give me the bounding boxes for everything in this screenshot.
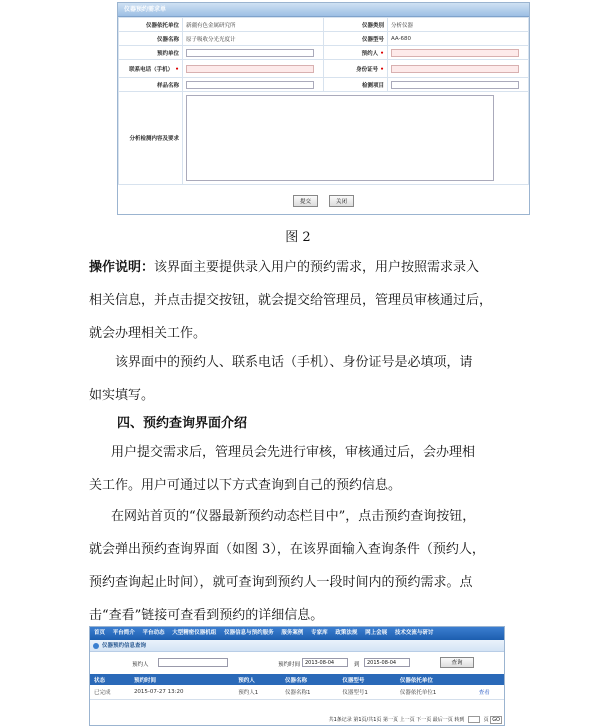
instrument-name-label: 仪器名称	[119, 32, 183, 46]
person-label: 预约人	[361, 50, 379, 57]
category-value: 分析仪器	[388, 18, 529, 32]
col-owner: 仪器依托单位	[396, 674, 475, 685]
paragraph-required	[89, 346, 519, 412]
pager-text: 共1条记录 第1页/共1页 第一页 上一页 下一页 最后一页 转到	[328, 717, 465, 723]
nav-item[interactable]: 平台简介	[112, 630, 135, 636]
category-label: 仪器类别	[324, 18, 388, 32]
close-button[interactable]: 关闭	[329, 195, 354, 207]
person-label: 预约人	[132, 662, 149, 668]
text-line: 在网站首页的“仪器最新预约动态栏目中”，点击预约查询按钮，	[111, 509, 476, 524]
nav-item[interactable]: 首页	[94, 630, 106, 636]
cell-person: 预约人1	[234, 685, 281, 699]
table-row	[90, 685, 504, 699]
cell-status: 已完成	[90, 685, 130, 699]
person-input[interactable]	[158, 658, 228, 667]
reservation-form-screenshot	[117, 2, 530, 215]
person-input[interactable]	[391, 49, 519, 57]
text-line: 预约查询起止时间），就可查询到预约人一段时间内的预约需求。点	[89, 575, 473, 590]
nav-item[interactable]: 仪器信息与预约服务	[224, 630, 274, 636]
query-bar	[90, 652, 504, 674]
figure-caption: 图 2	[285, 230, 311, 245]
unit-input[interactable]	[186, 49, 314, 57]
reservation-form-table	[118, 17, 529, 185]
id-label: 身份证号	[356, 66, 379, 73]
model-value: AA-680	[388, 32, 529, 46]
to-label: 到	[354, 662, 360, 668]
phone-label: 联系电话（手机）	[129, 66, 174, 73]
page-input[interactable]	[468, 716, 480, 723]
col-model: 仪器型号	[338, 674, 395, 685]
required-star: •	[380, 49, 384, 57]
section-heading: 四、预约查询界面介绍	[117, 416, 248, 431]
text-line: 关工作。用户可通过以下方式查询到自己的预约信息。	[89, 478, 402, 493]
cell-name: 仪器名称1	[281, 685, 338, 699]
unit-label: 预约单位	[119, 46, 183, 60]
owner-value: 新疆有色金属研究所	[183, 18, 324, 32]
time-label: 预约时间	[278, 662, 301, 668]
col-person: 预约人	[234, 674, 281, 685]
sample-label: 样品名称	[119, 78, 183, 92]
paragraph-operation	[89, 251, 519, 350]
nav-item[interactable]: 大型精密仪器机组	[172, 630, 217, 636]
nav-item[interactable]: 专家库	[311, 630, 328, 636]
nav-item[interactable]: 网上会展	[365, 630, 388, 636]
results-table	[90, 674, 504, 700]
text-line: 就会弹出预约查询界面（如图 3），在该界面输入查询条件（预约人，	[89, 542, 485, 557]
project-input[interactable]	[391, 81, 519, 89]
text-line: 该界面主要提供录入用户的预约需求，用户按照需求录入	[154, 260, 480, 275]
pagination	[329, 716, 502, 723]
query-subtitle-text: 仪器预约信息查询	[102, 643, 147, 649]
text-line: 如实填写。	[89, 388, 155, 403]
go-button[interactable]: GO	[492, 717, 500, 723]
model-label: 仪器型号	[324, 32, 388, 46]
col-time: 预约时间	[130, 674, 234, 685]
operation-label: 操作说明：	[89, 260, 155, 275]
nav-item[interactable]: 政策法规	[335, 630, 358, 636]
col-action	[475, 674, 504, 685]
query-button[interactable]: 查询	[440, 657, 474, 668]
date-to-input[interactable]: 2015-08-04	[364, 658, 410, 667]
date-from-input[interactable]: 2013-08-04	[302, 658, 348, 667]
col-name: 仪器名称	[281, 674, 338, 685]
form-header: 仪器预约需求单	[118, 3, 529, 17]
search-icon	[93, 643, 99, 649]
requirement-label: 分析检测内容及要求	[119, 92, 183, 185]
id-input[interactable]	[391, 65, 519, 73]
view-link[interactable]: 查看	[475, 685, 504, 699]
text-line: 相关信息，并点击提交按钮，就会提交给管理员，管理员审核通过后，	[89, 293, 493, 308]
text-line: 该界面中的预约人、联系电话（手机）、身份证号是必填项，请	[115, 355, 473, 370]
required-star: •	[380, 65, 384, 73]
top-nav	[90, 627, 504, 640]
owner-label: 仪器依托单位	[119, 18, 183, 32]
phone-input[interactable]	[186, 65, 314, 73]
required-star: •	[175, 65, 179, 73]
nav-item[interactable]: 技术交流与研讨	[394, 630, 434, 636]
requirement-textarea[interactable]	[186, 95, 494, 181]
nav-item[interactable]: 平台动态	[142, 630, 165, 636]
nav-item[interactable]: 服务案例	[281, 630, 304, 636]
paragraph-query-steps	[89, 500, 519, 632]
text-line: 用户提交需求后，管理员会先进行审核，审核通过后，会办理相	[111, 445, 476, 460]
query-subtitle	[90, 640, 504, 652]
instrument-name-value: 原子吸收分光光度计	[183, 32, 324, 46]
text-line: 击“查看”链接可查看到预约的详细信息。	[89, 608, 324, 623]
col-status: 状态	[90, 674, 130, 685]
cell-owner: 仪器依托单位1	[396, 685, 475, 699]
submit-button[interactable]: 提交	[293, 195, 318, 207]
query-screen-screenshot	[89, 626, 505, 726]
sample-input[interactable]	[186, 81, 314, 89]
page-unit: 页	[483, 717, 489, 723]
cell-model: 仪器型号1	[338, 685, 395, 699]
cell-time: 2015-07-27 13:20	[130, 685, 234, 699]
project-label: 检测项目	[324, 78, 388, 92]
text-line: 就会办理相关工作。	[89, 326, 207, 341]
paragraph-query-intro	[89, 436, 519, 502]
